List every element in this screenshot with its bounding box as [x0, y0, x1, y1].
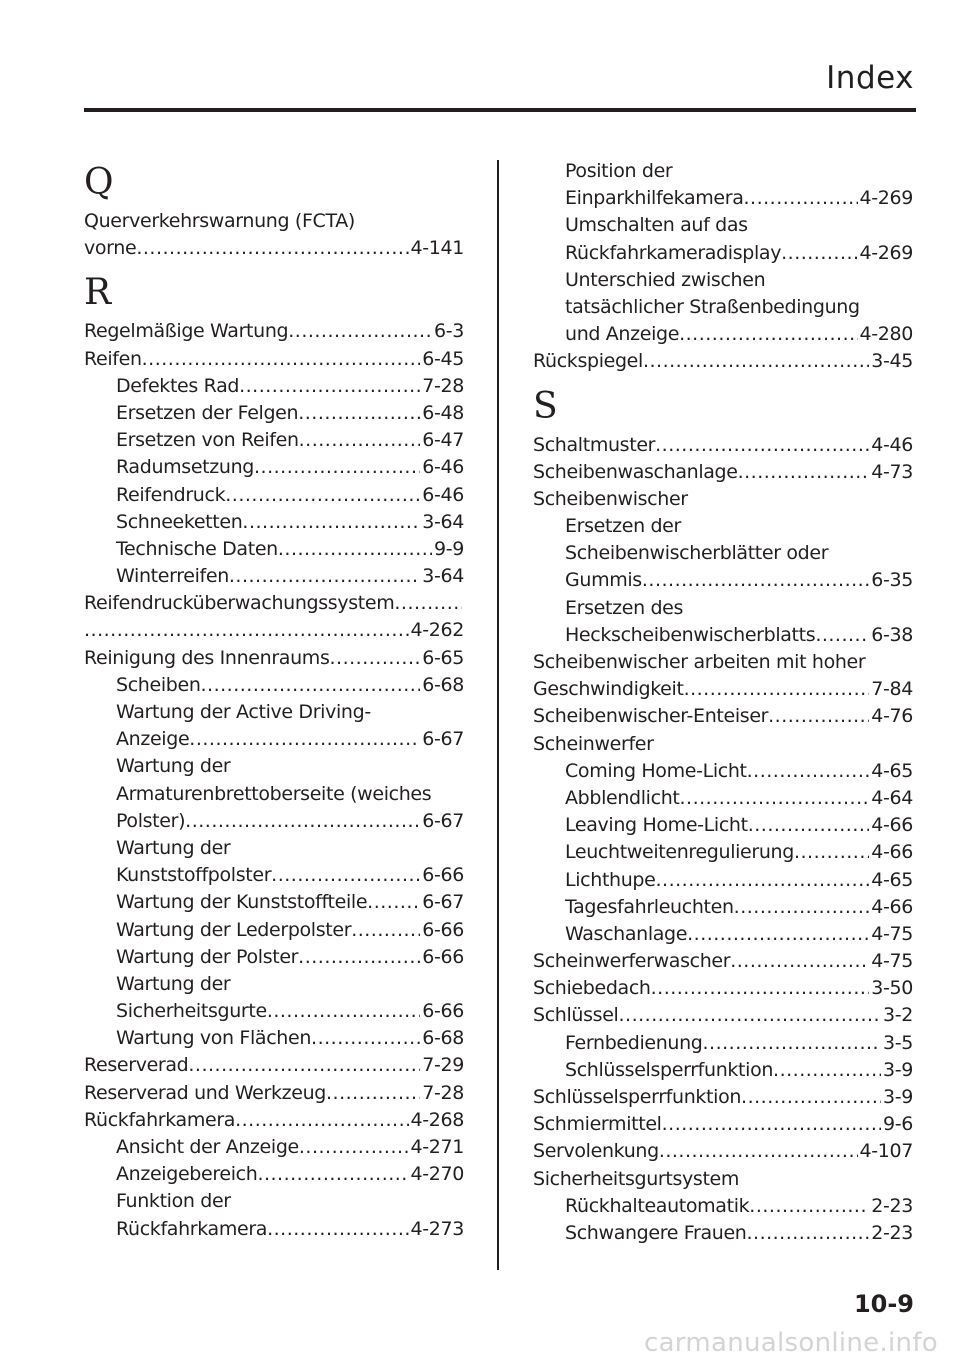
- index-subentry: [533, 921, 913, 948]
- entry-label: Wartung der: [116, 836, 231, 859]
- entry-label: Ersetzen der Felgen: [116, 401, 299, 424]
- dot-leader: [662, 1111, 881, 1138]
- page-ref: 3-5: [883, 1031, 913, 1054]
- entry-label: Scheibenwischer: [533, 487, 688, 510]
- dot-leader: [768, 703, 869, 730]
- index-subentry: [533, 567, 913, 594]
- index-subentry: [533, 267, 913, 294]
- index-subentry: [84, 862, 464, 889]
- entry-label: Leuchtweitenregulierung: [565, 841, 794, 864]
- dot-leader: [242, 509, 420, 536]
- entry-label: Position der: [565, 160, 673, 182]
- dot-leader: [679, 321, 857, 348]
- page-ref: 7-84: [871, 678, 913, 701]
- index-subentry: [84, 889, 464, 916]
- entry-label: Fernbedienung: [565, 1031, 703, 1054]
- index-subentry: [533, 839, 913, 866]
- entry-label: Schlüssel: [533, 1004, 619, 1027]
- page-ref: 4-271: [410, 1136, 464, 1158]
- entry-label: Scheibenwischer-Enteiser: [533, 705, 769, 728]
- dot-leader: [367, 889, 420, 916]
- entry-label: Scheibenwischerblätter oder: [565, 542, 829, 565]
- entry-label: Technische Daten: [116, 537, 278, 560]
- entry-label: Defektes Rad: [116, 374, 240, 397]
- index-subentry: [533, 1193, 913, 1220]
- entry-label: Wartung der Polster: [116, 945, 299, 968]
- index-subentry: [84, 563, 464, 590]
- dot-leader: [299, 427, 421, 454]
- entry-label: Scheiben: [116, 673, 201, 696]
- index-column-right: [533, 158, 913, 1247]
- entry-label: Rückfahrkamera: [84, 1108, 236, 1131]
- entry-label: Reserverad und Werkzeug: [84, 1081, 327, 1104]
- dot-leader: [815, 622, 869, 649]
- dot-leader: [267, 998, 420, 1025]
- entry-label: Reifen: [84, 347, 142, 370]
- page-ref: 4-75: [871, 950, 913, 973]
- index-entry: [84, 235, 464, 262]
- dot-leader: [703, 1030, 882, 1057]
- index-entry: [84, 346, 464, 373]
- index-entry: [84, 318, 464, 345]
- dot-leader: [773, 1057, 881, 1084]
- index-subentry: [533, 1057, 913, 1084]
- dot-leader: [84, 617, 409, 644]
- dot-leader: [298, 944, 420, 971]
- page-ref: 6-48: [422, 401, 464, 424]
- index-entry: [84, 1080, 464, 1107]
- dot-leader: [749, 1193, 869, 1220]
- page-header-title: Index: [826, 60, 914, 96]
- index-subentry: [533, 622, 913, 649]
- dot-leader: [394, 590, 462, 617]
- page-ref: 6-67: [422, 728, 464, 751]
- page-ref: 6-65: [422, 646, 464, 669]
- page-ref: 2-23: [871, 1194, 913, 1217]
- page-ref: 4-273: [410, 1217, 464, 1240]
- entry-label: Rückfahrkamera: [116, 1217, 268, 1240]
- entry-label: Schmiermittel: [533, 1113, 662, 1136]
- page-ref: 3-64: [422, 510, 464, 533]
- dot-leader: [189, 726, 420, 753]
- dot-leader: [239, 373, 420, 400]
- page-ref: 6-66: [422, 918, 464, 941]
- entry-label: Einparkhilfekamera: [565, 187, 744, 210]
- dot-leader: [734, 894, 870, 921]
- page-ref: 6-67: [422, 809, 464, 832]
- index-subentry: [84, 726, 464, 753]
- index-subentry: [533, 812, 913, 839]
- dot-leader: [619, 1002, 882, 1029]
- header-divider: [84, 108, 916, 112]
- page-ref: 4-262: [410, 619, 464, 642]
- page-ref: 4-141: [410, 237, 464, 260]
- dot-leader: [643, 348, 869, 375]
- index-subentry: [84, 835, 464, 862]
- entry-label: Ansicht der Anzeige: [116, 1136, 299, 1158]
- entry-label: Scheinwerfer: [533, 732, 654, 755]
- page-ref: 4-280: [859, 323, 913, 346]
- entry-label: Coming Home-Licht: [565, 759, 747, 782]
- index-subentry: [84, 971, 464, 998]
- entry-label: Wartung der Lederpolster: [116, 918, 352, 941]
- entry-label: Anzeige: [116, 728, 190, 751]
- index-subentry: [533, 513, 913, 540]
- dot-leader: [351, 917, 420, 944]
- index-subentry: [84, 1025, 464, 1052]
- index-subentry: [533, 240, 913, 267]
- index-column-left: [84, 158, 464, 1243]
- page-ref: 6-68: [422, 673, 464, 696]
- dot-leader: [185, 808, 420, 835]
- entry-label: Funktion der: [116, 1190, 231, 1213]
- index-subentry: [84, 1188, 464, 1215]
- dot-leader: [748, 812, 870, 839]
- page-ref: 4-64: [871, 786, 913, 809]
- dot-leader: [298, 400, 420, 427]
- index-entry: [84, 1107, 464, 1134]
- index-entry: [533, 1111, 913, 1138]
- index-entry: [533, 948, 913, 975]
- page-ref: 6-45: [422, 347, 464, 370]
- index-subentry: [533, 185, 913, 212]
- entry-label: Wartung der Active Driving-: [116, 701, 371, 723]
- index-subentry: [84, 917, 464, 944]
- entry-label: Servolenkung: [533, 1140, 659, 1163]
- entry-label: Scheibenwischer arbeiten mit hoher: [533, 651, 866, 673]
- index-entry: [533, 486, 913, 513]
- entry-label: Wartung von Flächen: [116, 1027, 312, 1050]
- dot-leader: [225, 482, 420, 509]
- entry-label: und Anzeige: [565, 323, 680, 346]
- page-ref: 4-66: [871, 841, 913, 864]
- entry-label: Ersetzen des: [565, 596, 684, 619]
- page-ref: 4-65: [871, 868, 913, 891]
- index-entry: [533, 731, 913, 758]
- index-subentry: [84, 944, 464, 971]
- entry-label: Ersetzen der: [565, 515, 681, 538]
- column-divider: [497, 160, 499, 1270]
- page-ref: 4-269: [859, 241, 913, 264]
- page-ref: 4-270: [410, 1163, 464, 1186]
- dot-leader: [684, 676, 870, 703]
- page-ref: 6-66: [422, 864, 464, 887]
- index-subentry: [533, 785, 913, 812]
- page-ref: 4-76: [871, 705, 913, 728]
- dot-leader: [741, 1084, 881, 1111]
- entry-label: Schlüsselsperrfunktion: [565, 1058, 774, 1081]
- dot-leader: [651, 975, 870, 1002]
- dot-leader: [794, 839, 869, 866]
- index-entry: [84, 645, 464, 672]
- index-entry: [533, 1084, 913, 1111]
- index-subentry: [84, 753, 464, 780]
- page-ref: 6-46: [422, 456, 464, 479]
- entry-label: Geschwindigkeit: [533, 678, 684, 701]
- index-entry: [533, 1166, 913, 1193]
- page-ref: 3-9: [883, 1058, 913, 1081]
- page-ref: 6-46: [422, 483, 464, 506]
- dot-leader: [267, 1216, 408, 1243]
- dot-leader: [288, 318, 432, 345]
- entry-label: Winterreifen: [116, 565, 229, 588]
- page-ref: 3-2: [883, 1004, 913, 1027]
- index-subentry: [533, 294, 913, 321]
- dot-leader: [655, 432, 869, 459]
- entry-label: Sicherheitsgurte: [116, 1000, 267, 1023]
- dot-leader: [257, 1161, 408, 1188]
- dot-leader: [656, 867, 870, 894]
- entry-label: Anzeigebereich: [116, 1163, 258, 1186]
- index-entry: [533, 703, 913, 730]
- dot-leader: [142, 346, 421, 373]
- index-subentry: [533, 867, 913, 894]
- entry-label: Schneeketten: [116, 510, 243, 533]
- index-subentry: [84, 1134, 464, 1161]
- dot-leader: [299, 1134, 409, 1161]
- index-subentry: [533, 321, 913, 348]
- dot-leader: [680, 785, 870, 812]
- page-ref: 7-28: [422, 374, 464, 397]
- entry-label: Wartung der: [116, 972, 231, 995]
- index-subentry: [533, 158, 913, 185]
- entry-label: Radumsetzung: [116, 456, 254, 479]
- page-ref: 4-269: [859, 187, 913, 210]
- page-ref: 6-47: [422, 429, 464, 452]
- page-ref: 4-73: [871, 460, 913, 483]
- entry-label: Ersetzen von Reifen: [116, 429, 299, 452]
- page-ref: 4-75: [871, 922, 913, 945]
- index-subentry: [84, 373, 464, 400]
- dot-leader: [687, 921, 869, 948]
- entry-label: Reifendrucküberwachungssystem: [84, 592, 395, 615]
- dot-leader: [254, 454, 420, 481]
- index-subentry: [84, 454, 464, 481]
- index-entry: [84, 590, 464, 617]
- entry-label: Schlüsselsperrfunktion: [533, 1086, 742, 1108]
- entry-label: Unterschied zwischen: [565, 268, 766, 291]
- dot-leader: [746, 1220, 869, 1247]
- index-subentry: [84, 1161, 464, 1188]
- dot-leader: [271, 862, 420, 889]
- dot-leader: [311, 1025, 420, 1052]
- entry-label: Armaturenbrettoberseite (weiches: [116, 782, 432, 805]
- dot-leader: [188, 1052, 420, 1079]
- index-subentry: [84, 1216, 464, 1243]
- index-entry: [533, 975, 913, 1002]
- page-ref: 6-66: [422, 1000, 464, 1023]
- entry-label: Schaltmuster: [533, 433, 656, 456]
- index-subentry: [533, 540, 913, 567]
- index-subentry: [84, 781, 464, 808]
- index-subentry: [533, 894, 913, 921]
- page-ref: 3-64: [422, 565, 464, 588]
- page-ref: 3-45: [871, 350, 913, 373]
- index-subentry: [533, 595, 913, 622]
- entry-label: Rückspiegel: [533, 350, 643, 373]
- dot-leader: [659, 1138, 858, 1165]
- entry-label: Querverkehrswarnung (FCTA): [84, 210, 355, 232]
- page-ref: 7-28: [422, 1081, 464, 1104]
- page-ref: 7-29: [422, 1054, 464, 1077]
- entry-label: Wartung der: [116, 755, 231, 778]
- page-ref: 2-23: [871, 1221, 913, 1244]
- index-subentry: [84, 536, 464, 563]
- entry-label: Tagesfahrleuchten: [565, 895, 734, 918]
- dot-leader: [642, 567, 869, 594]
- page-ref: 4-65: [871, 759, 913, 782]
- index-entry: [533, 432, 913, 459]
- index-subentry: [84, 998, 464, 1025]
- section-letter: R: [84, 272, 112, 314]
- index-subentry: [533, 1220, 913, 1247]
- entry-label: Rückhalteautomatik: [565, 1194, 750, 1217]
- index-subentry: [84, 699, 464, 726]
- index-subentry: [84, 808, 464, 835]
- index-entry: [533, 1002, 913, 1029]
- page-ref: 4-46: [871, 433, 913, 456]
- page-ref: 6-3: [434, 320, 464, 343]
- page-ref: 3-50: [871, 977, 913, 1000]
- index-subentry: [533, 212, 913, 239]
- index-entry: [533, 649, 913, 676]
- section-letter: S: [533, 385, 558, 427]
- entry-label: Kunststoffpolster: [116, 864, 272, 887]
- page-ref: 6-35: [871, 569, 913, 592]
- dot-leader: [229, 563, 420, 590]
- index-entry: [533, 676, 913, 703]
- entry-label: Wartung der Kunststoffteile: [116, 891, 368, 914]
- page-ref: 4-268: [410, 1108, 464, 1131]
- entry-label: Schiebedach: [533, 977, 651, 1000]
- index-subentry: [84, 400, 464, 427]
- dot-leader: [201, 672, 421, 699]
- dot-leader: [730, 948, 869, 975]
- dot-leader: [326, 1080, 420, 1107]
- entry-label: Regelmäßige Wartung: [84, 320, 289, 343]
- entry-label: Rückfahrkameradisplay: [565, 241, 782, 264]
- entry-label: Gummis: [565, 569, 642, 592]
- dot-leader: [738, 459, 870, 486]
- page-ref: 3-9: [883, 1086, 913, 1108]
- dot-leader: [235, 1107, 408, 1134]
- dot-leader: [747, 758, 870, 785]
- entry-label: Schwangere Frauen: [565, 1221, 747, 1244]
- index-entry: [84, 208, 464, 235]
- page-ref: 9-9: [434, 537, 464, 560]
- page-ref: 4-66: [871, 895, 913, 918]
- dot-leader: [278, 536, 432, 563]
- index-entry: [533, 1138, 913, 1165]
- page-ref: 6-68: [422, 1027, 464, 1050]
- entry-label: Scheibenwaschanlage: [533, 460, 738, 483]
- page-ref: 4-107: [859, 1140, 913, 1163]
- page-number: 10-9: [853, 1290, 914, 1318]
- page-ref: 6-38: [871, 623, 913, 646]
- entry-label: tatsächlicher Straßenbedingung: [565, 295, 860, 318]
- index-entry: [84, 1052, 464, 1079]
- page-ref: 6-67: [422, 891, 464, 914]
- index-entry: [533, 459, 913, 486]
- entry-label: Umschalten auf das: [565, 214, 748, 237]
- dot-leader: [744, 185, 858, 212]
- index-subentry: [533, 758, 913, 785]
- page-ref: 6-66: [422, 945, 464, 968]
- section-letter: Q: [84, 162, 114, 203]
- page-ref: 4-66: [871, 814, 913, 837]
- dot-leader: [330, 645, 421, 672]
- index-subentry: [84, 509, 464, 536]
- dot-leader: [136, 235, 408, 262]
- entry-label: Polster): [116, 809, 186, 832]
- entry-label: vorne: [84, 237, 137, 260]
- entry-label: Abblendlicht: [565, 786, 680, 809]
- entry-label: Waschanlage: [565, 922, 688, 945]
- entry-label: Lichthupe: [565, 868, 656, 891]
- entry-label: Reinigung des Innenraums: [84, 646, 330, 669]
- entry-label: Heckscheibenwischerblatts: [565, 623, 816, 646]
- entry-label: Sicherheitsgurtsystem: [533, 1167, 740, 1190]
- index-subentry: [533, 1030, 913, 1057]
- entry-label: Scheinwerferwascher: [533, 950, 731, 973]
- index-subentry: [84, 427, 464, 454]
- dot-leader: [781, 240, 857, 267]
- index-subentry: [84, 672, 464, 699]
- page-ref: 9-6: [883, 1113, 913, 1136]
- entry-label: Reifendruck: [116, 483, 226, 506]
- entry-label: Reserverad: [84, 1054, 189, 1077]
- watermark: carmanualsonline.info: [643, 1328, 938, 1358]
- index-entry: [533, 348, 913, 375]
- entry-label: Leaving Home-Licht: [565, 814, 748, 837]
- index-subentry: [84, 482, 464, 509]
- index-entry: [84, 617, 464, 644]
